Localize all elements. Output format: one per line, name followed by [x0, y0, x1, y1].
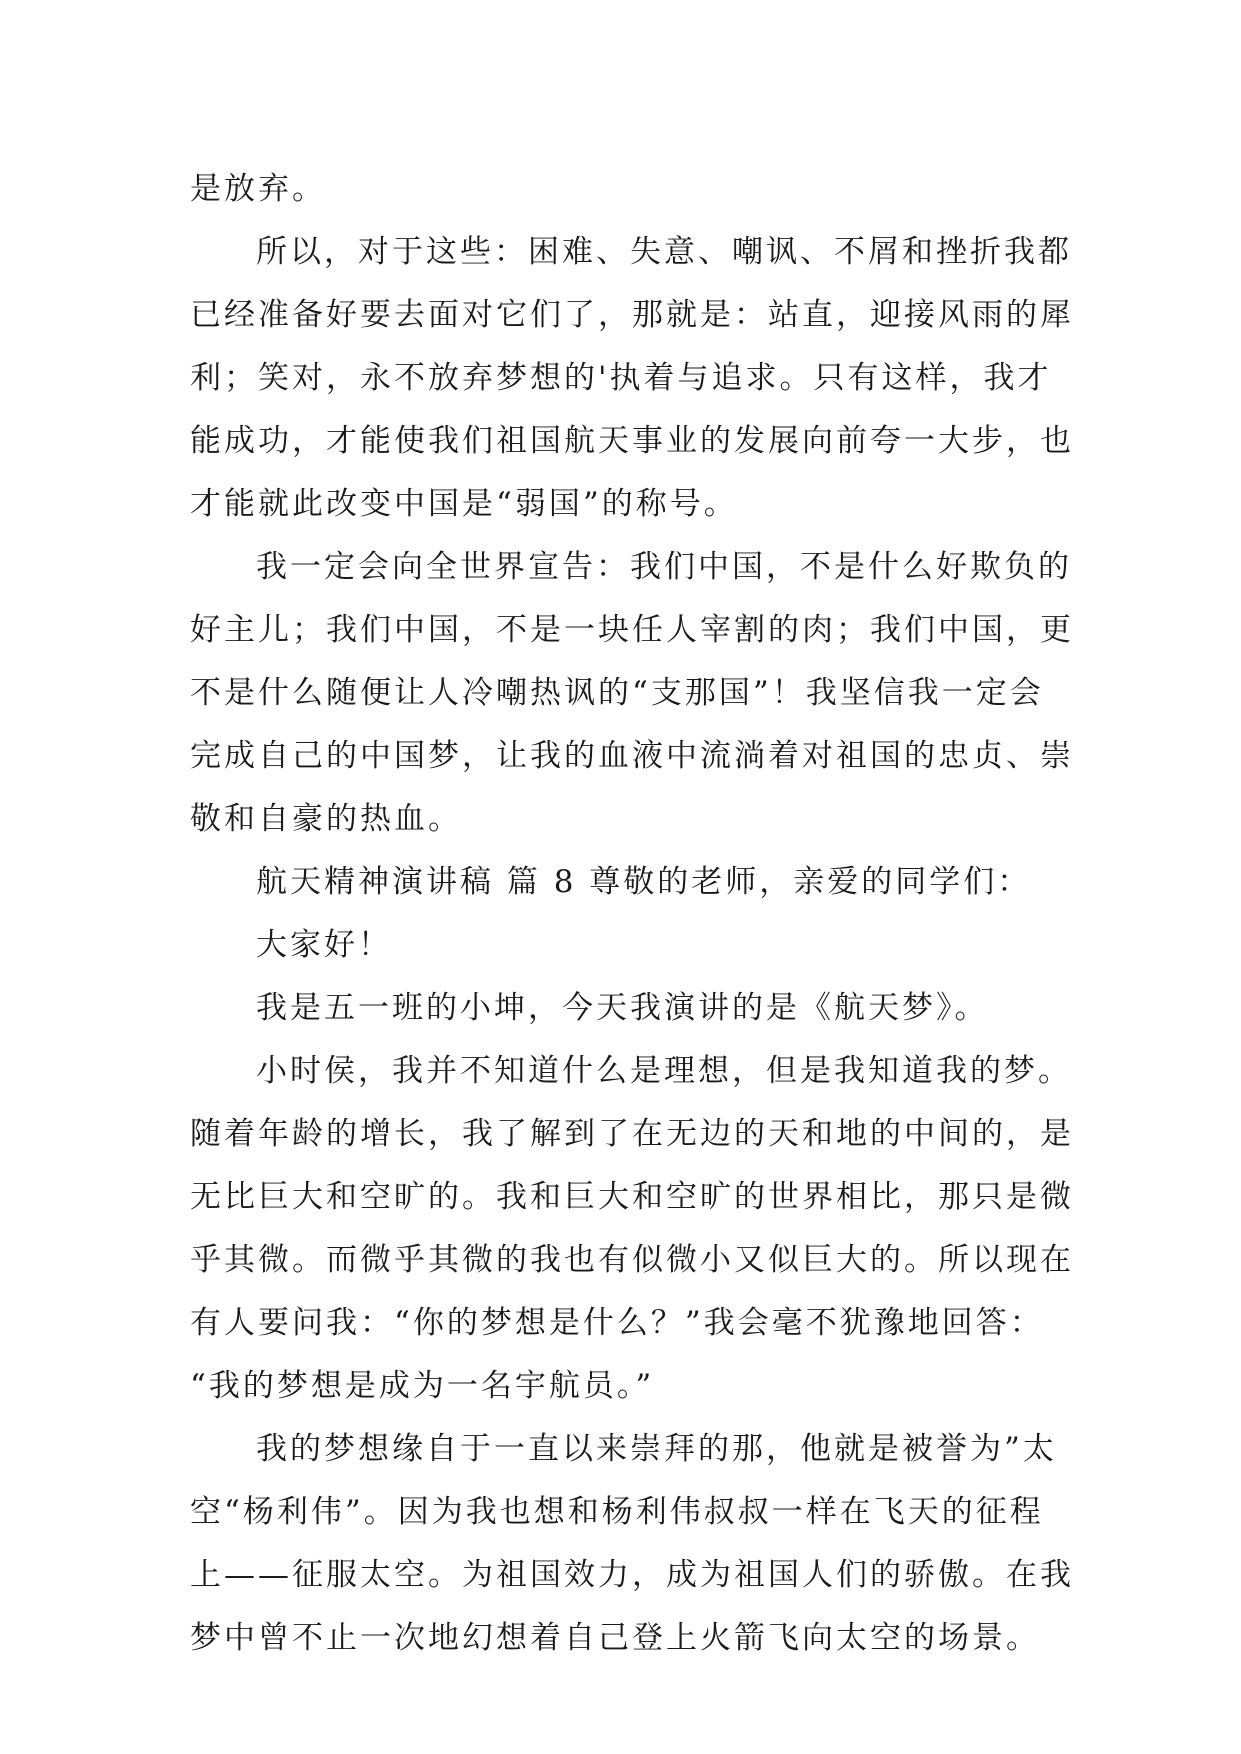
greeting-line: 大家好！: [256, 927, 392, 963]
text-line: 敬和自豪的热血。: [190, 801, 462, 837]
document-body: [190, 158, 1074, 1670]
text-line: 是放弃。: [190, 171, 326, 207]
text-line: 完成自己的中国梦，让我的血液中流淌着对祖国的忠贞、崇: [190, 738, 1074, 774]
text-line: 我的梦想缘自于一直以来崇拜的那，他就是被誉为”太: [256, 1431, 1057, 1467]
text-line: 能成功，才能使我们祖国航天事业的发展向前夸一大步，也: [190, 423, 1074, 459]
text-line: 我一定会向全世界宣告：我们中国，不是什么好欺负的: [256, 549, 1072, 585]
text-line: 乎其微。而微乎其微的我也有似微小又似巨大的。所以现在: [190, 1242, 1074, 1278]
text-line: 好主儿；我们中国，不是一块任人宰割的肉；我们中国，更: [190, 612, 1074, 648]
section-heading-line: 航天精神演讲稿 篇 8 尊敬的老师，亲爱的同学们：: [256, 864, 1032, 900]
text-line: 上——征服太空。为祖国效力，成为祖国人们的骄傲。在我: [190, 1557, 1074, 1593]
text-line: 才能就此改变中国是“弱国”的称号。: [190, 486, 738, 522]
text-line: 已经准备好要去面对它们了，那就是：站直，迎接风雨的犀: [190, 297, 1074, 333]
text-line: 利；笑对，永不放弃梦想的'执着与追求。只有这样，我才: [190, 360, 1052, 396]
text-line: 有人要问我：“你的梦想是什么？”我会毫不犹豫地回答：: [190, 1305, 1044, 1341]
text-line: 不是什么随便让人冷嘲热讽的“支那国”！我坚信我一定会: [190, 675, 1044, 711]
text-line: 所以，对于这些：困难、失意、嘲讽、不屑和挫折我都: [256, 234, 1072, 270]
text-line: 我是五一班的小坤，今天我演讲的是《航天梦》。: [256, 990, 989, 1026]
text-line: “我的梦想是成为一名宇航员。”: [190, 1368, 655, 1404]
text-line: 小时侯，我并不知道什么是理想，但是我知道我的梦。: [256, 1053, 1072, 1089]
text-line: 无比巨大和空旷的。我和巨大和空旷的世界相比，那只是微: [190, 1179, 1074, 1215]
text-line: 梦中曾不止一次地幻想着自己登上火箭飞向太空的场景。: [190, 1620, 1040, 1656]
text-line: 随着年龄的增长，我了解到了在无边的天和地的中间的，是: [190, 1116, 1074, 1152]
text-line: 空“杨利伟”。因为我也想和杨利伟叔叔一样在飞天的征程: [190, 1494, 1044, 1530]
